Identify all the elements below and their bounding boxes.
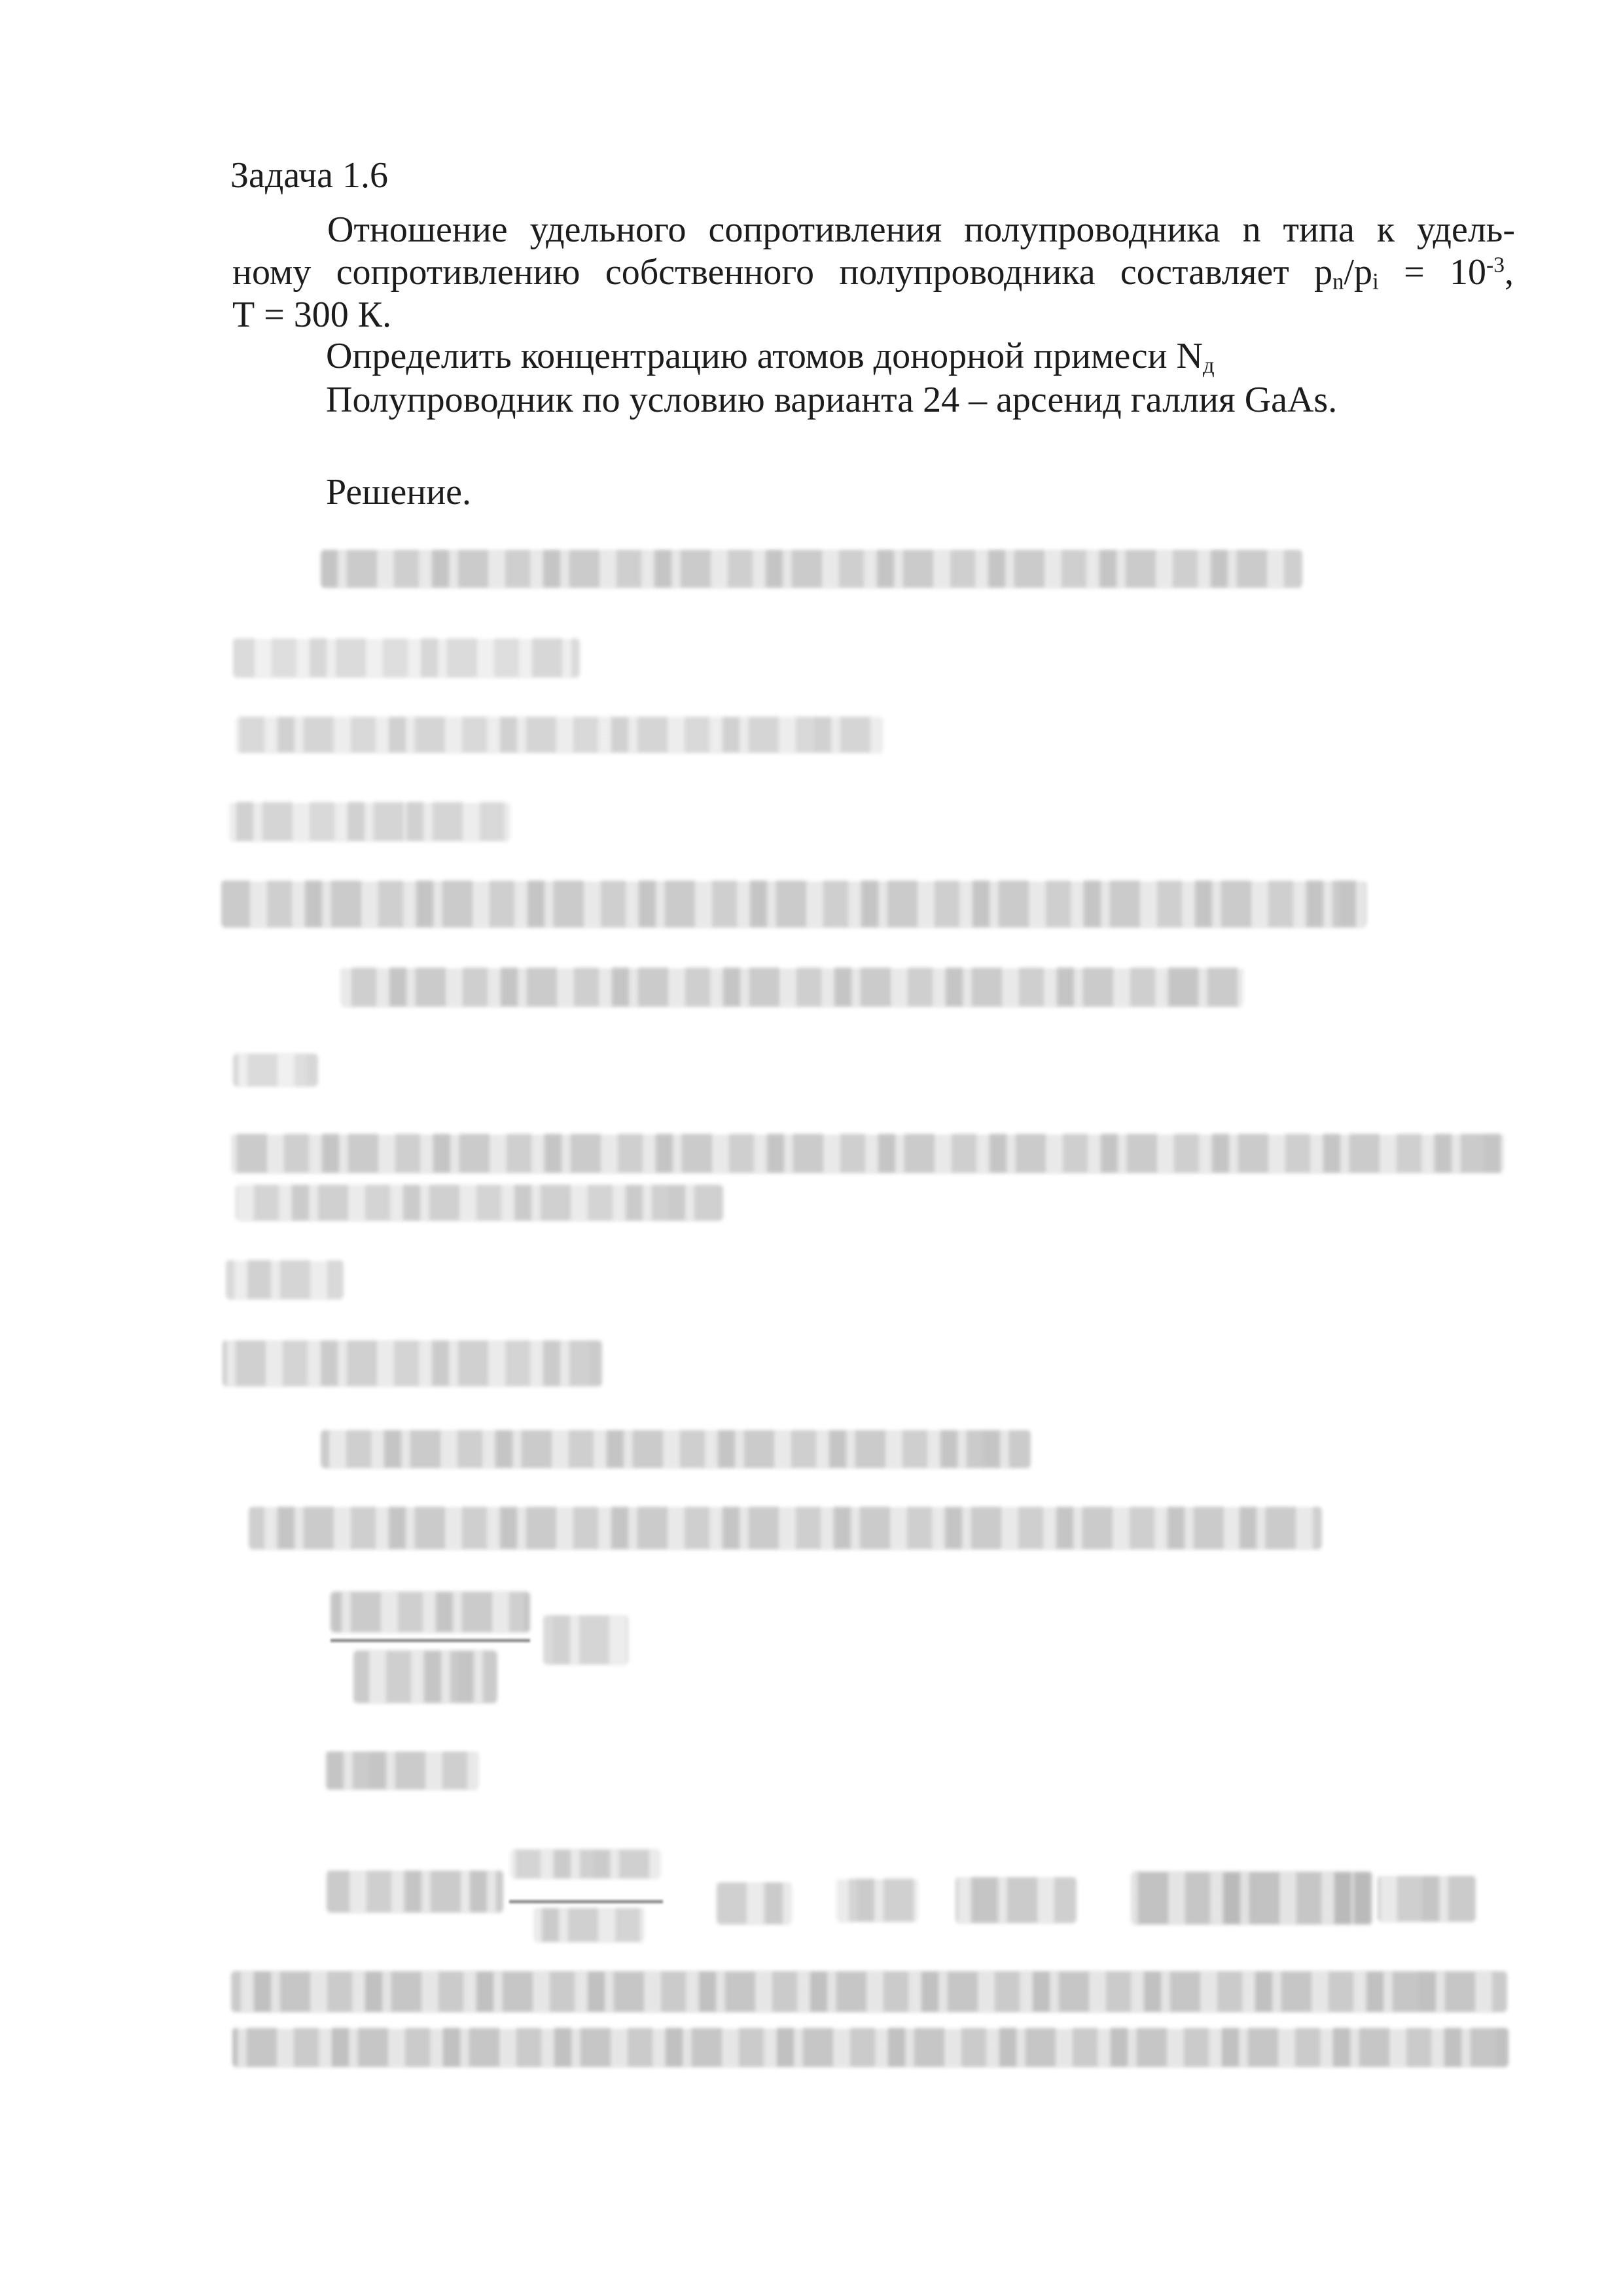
blurred-text-line xyxy=(353,1651,497,1703)
blurred-text-line xyxy=(221,880,1366,927)
blurred-text-line xyxy=(543,1615,628,1664)
rho-n-subscript: n xyxy=(1332,268,1344,295)
blurred-text-line xyxy=(510,1850,661,1878)
blurred-text-line xyxy=(321,550,1302,588)
blurred-text-line xyxy=(231,1134,1504,1173)
blurred-text-line xyxy=(236,717,883,753)
problem-text-line-3: Т = 300 К. xyxy=(232,295,392,335)
fraction-bar xyxy=(509,1900,663,1903)
blurred-text-line xyxy=(223,1340,602,1386)
rho-i-subscript: i xyxy=(1372,268,1379,295)
find-concentration-text: Определить концентрацию атомов донорной примеси N xyxy=(326,336,1203,376)
trailing-comma: , xyxy=(1505,252,1514,293)
blurred-text-line xyxy=(325,1751,479,1789)
blurred-text-line xyxy=(717,1882,792,1924)
blurred-text-line xyxy=(233,1054,318,1086)
exponent-minus-3: -3 xyxy=(1486,253,1505,278)
equals-ten: = 10 xyxy=(1378,252,1487,293)
fraction-bar xyxy=(330,1639,530,1642)
problem-text-line-2 xyxy=(232,251,1514,294)
problem-text-line-5: Полупроводник по условию варианта 24 – арсенид галлия GaAs. xyxy=(326,380,1338,420)
N-d-subscript: д xyxy=(1202,352,1215,378)
blurred-text-line xyxy=(226,1260,344,1299)
blurred-text-line xyxy=(233,638,580,677)
blurred-text-line xyxy=(1378,1876,1476,1922)
problem-line-2-text: ному сопротивлению собственного полупроводника составляет p xyxy=(232,252,1333,293)
blurred-text-line xyxy=(229,802,510,841)
problem-text-line-1 xyxy=(327,208,1515,251)
problem-text-line-4 xyxy=(326,334,1215,378)
blurred-text-line xyxy=(232,2028,1508,2067)
rho-slash: /p xyxy=(1344,252,1373,293)
problem-number-title: Задача 1.6 xyxy=(230,155,389,196)
blurred-text-line xyxy=(340,967,1243,1007)
blurred-text-line xyxy=(1131,1872,1373,1924)
blurred-text-line xyxy=(533,1908,645,1942)
blurred-text-line xyxy=(321,1430,1031,1468)
blurred-text-line xyxy=(236,1185,723,1221)
blurred-text-line xyxy=(955,1877,1077,1923)
blurred-text-line xyxy=(249,1507,1322,1549)
blurred-text-line xyxy=(231,1971,1507,2012)
problem-line-1-text: Отношение удельного сопротивления полупроводника n типа к удель- xyxy=(327,209,1515,250)
blurred-text-line xyxy=(327,1871,503,1912)
blurred-text-line xyxy=(836,1878,918,1922)
solution-heading: Решение. xyxy=(326,472,472,512)
blurred-text-line xyxy=(330,1592,530,1632)
